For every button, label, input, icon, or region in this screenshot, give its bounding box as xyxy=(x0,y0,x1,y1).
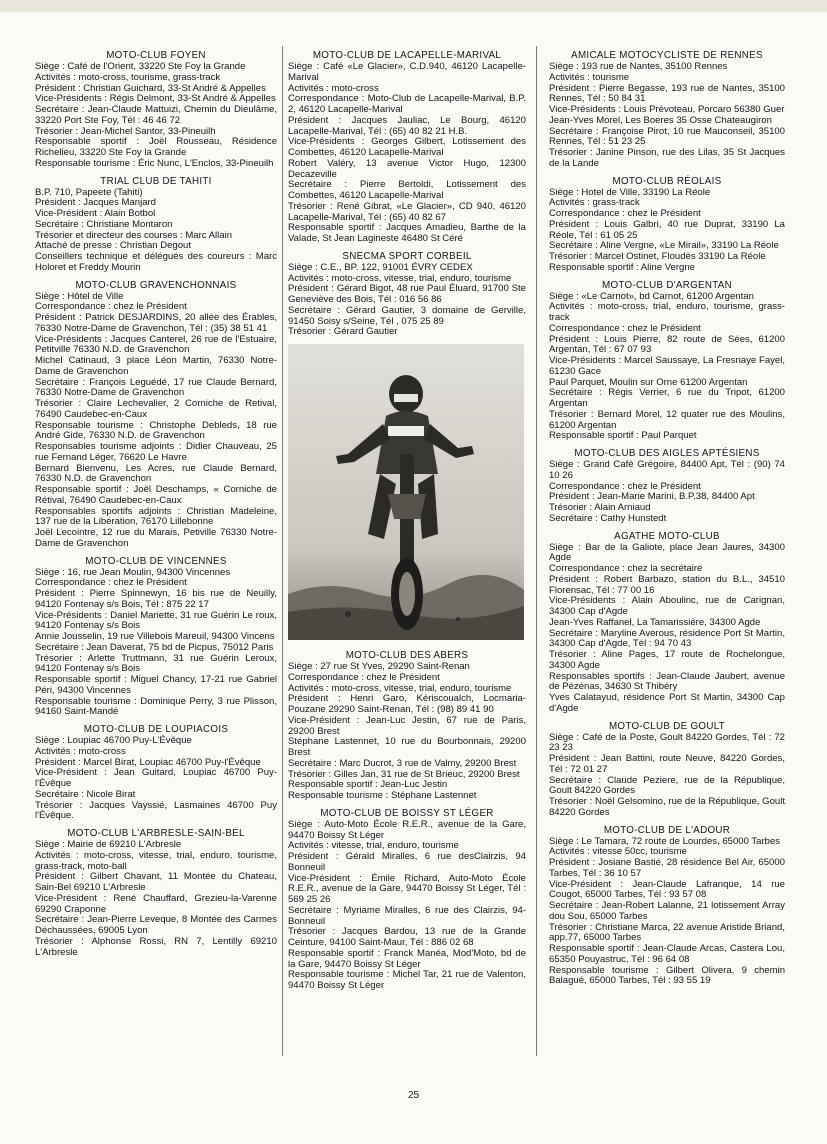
club-detail-line: Joël Lecointre, 12 rue du Marais, Petiville 76330 Notre-Dame de Gravenchon xyxy=(35,527,277,549)
club-detail-line: Secrétaire : Cathy Hunstedt xyxy=(549,512,667,524)
club-detail-line: Secrétaire : Françoise Pirot, 10 rue Mauconseil, 35100 Rennes, Tél : 51 23 25 xyxy=(549,125,785,148)
club-title: MOTO-CLUB DE BOISSY ST LÉGER xyxy=(320,807,494,819)
column-right xyxy=(549,50,785,993)
club-detail-line: Vice-Président : Jean Guitard, Loupiac 46700 Puy-l'Évêque xyxy=(35,767,277,789)
club-detail-line: Responsable tourisme : Éric Nunc, L'Enclos, 33-Pineuilh xyxy=(35,157,274,169)
page-top-edge xyxy=(0,0,827,12)
club-detail-line: Président : Pierre Begasse, 193 rue de Nantes, 35100 Rennes, Tél : 50 84 31 xyxy=(549,82,785,105)
club-detail-line: Responsable tourisme : Christophe Debleds, 18 rue André Gide, 76330 N.D. de Gravenchon xyxy=(35,419,277,442)
club-detail-line: Trésorier : Marcel Ostinet, Floudès 33190 La Réole xyxy=(549,251,766,262)
club-detail-line: Responsable sportif : Jean-Luc Jestin xyxy=(288,779,448,791)
club-detail-line: Activités : moto-cross, vitesse, trial, enduro, tourisme, grass-track, moto-ball xyxy=(35,849,277,872)
club-title: MOTO-CLUB FOYEN xyxy=(106,50,206,61)
club-detail-line: Siège : 27 rue St Yves, 29290 Saint-Renan xyxy=(288,661,470,672)
club-detail-line: Conseillers technique et délégués des coureurs : Marc Holoret et Freddy Mourin xyxy=(35,251,277,273)
club-detail-line: Vice-Président : René Chauffard, Grezieu-la-Varenne 69290 Craponne xyxy=(35,892,277,915)
club-detail-line: Président : Patrick DESJARDINS, 20 allée des Érables, 76330 Notre-Dame de Gravenchon, Tél : (35) 38 51 41 xyxy=(35,312,277,334)
club-detail-line: Responsable sportif : Jacques Amadieu, Barthe de la Valade, St Jean Lagineste 46480 St Céré xyxy=(288,222,526,244)
club-detail-line: Président : Jacques Manjard xyxy=(35,197,156,209)
club-detail-line: Robert Valéry, 13 avenue Victor Hugo, 12300 Decazeville xyxy=(288,157,526,180)
club-detail-line: Vice-Président : Jean-Luc Jestin, 67 rue de Paris, 29200 Brest xyxy=(288,714,526,737)
club-entry-moto-club-de-vincennes xyxy=(35,556,277,719)
club-detail-line: Siège : 193 rue de Nantes, 35100 Rennes xyxy=(549,61,728,72)
club-detail-line: Président : Louis Pierre, 82 route de Sées, 61200 Argentan, Tél : 67 07 93 xyxy=(549,333,785,356)
club-detail-line: Correspondance : chez le Président xyxy=(35,577,187,589)
club-detail-line: Président : Gilbert Chavant, 11 Montée du Chateau, Sain-Bel 69210 L'Arbresle xyxy=(35,871,277,893)
club-detail-line: Responsables sportifs : Jean-Claude Jaubert, avenue de Pézénas, 34630 St Thibéry xyxy=(549,670,785,693)
club-detail-line: Correspondance : chez le Président xyxy=(288,671,440,683)
club-detail-line: Secrétaire : Christiane Montaron xyxy=(35,218,173,230)
club-entry-moto-club-gravenchonnais xyxy=(35,280,277,550)
club-detail-line: Trésorier : Alphonse Rossi, RN 7, Lentilly 69210 L'Arbresle xyxy=(35,935,277,958)
club-detail-line: Président : Louis Galbri, 40 rue Duprat, 33190 La Réole, Tél : 61 05 25 xyxy=(549,218,785,241)
club-entry-agathe-moto-club xyxy=(549,531,785,715)
club-detail-line: Président : Jacques Jauliac, Le Bourg, 46120 Lacapelle-Marival, Tél : (65) 40 82 21 H.B. xyxy=(288,114,526,137)
club-entry-moto-club-d-argentan xyxy=(549,280,785,443)
club-entry-snecma-sport-corbeil xyxy=(288,251,526,338)
club-detail-line: Responsable sportif : Miguel Chancy, 17-21 rue Gabriel Péri, 94300 Vincennes xyxy=(35,674,277,696)
club-detail-line: Responsables tourisme adjoints : Didier Chauveau, 25 rue Fernand Léger, 76620 Le Havre xyxy=(35,441,277,463)
club-detail-line: Secrétaire : Jean-Claude Mattuizi, Chemin du Dieulâme, 33220 Port Ste Foy, Tél : 46 46 72 xyxy=(35,104,277,126)
club-detail-line: Secrétaire : Jean-Pierre Leveque, 8 Montée des Carmes Déchaussées, 69005 Lyon xyxy=(35,914,277,936)
club-detail-line: Trésorier : Gilles Jan, 31 rue de St Brieuc, 29200 Brest xyxy=(288,768,520,780)
club-detail-line: Vice-Présidents : Marcel Saussaye, La Fresnaye Fayel, 61230 Gace xyxy=(549,355,785,377)
column-left xyxy=(35,50,277,964)
club-detail-line: Activités : moto-cross xyxy=(35,745,126,757)
motocross-photo xyxy=(288,344,524,640)
club-detail-line: Secrétaire : François Leguédé, 17 rue Claude Bernard, 76330 Notre-Dame de Gravenchon xyxy=(35,376,277,399)
club-detail-line: Président : Gérald Miralles, 6 rue desClairzis, 94 Bonneuil xyxy=(288,851,526,873)
club-detail-line: Secrétaire : Aline Vergne, «Le Mirail», 33190 La Réole xyxy=(549,240,779,252)
club-detail-line: Responsables sportifs adjoints : Christian Madeleine, 137 rue de la Libération, 76170 Lillebonne xyxy=(35,505,277,528)
club-detail-line: Correspondance : chez le Président xyxy=(549,322,701,334)
club-detail-line: Vice-Présidents : Georges Gilbert, Lotissement des Combettes, 46120 Lacapelle-Marival xyxy=(288,136,526,158)
club-detail-line: Secrétaire : Gérard Gautier, 3 domaine de Gerville, 91450 Soisy s/Seine, Tél , 075 25 89 xyxy=(288,304,526,327)
club-detail-line: Trésorier : Arlette Truttmann, 31 rue Guérin Leroux, 94120 Fontenay s/s Bois xyxy=(35,652,277,675)
club-entry-moto-club-de-lacapelle-marival xyxy=(288,50,526,245)
club-detail-line: Président : Henri Garo, Kériscoualch, Locmaria-Pouzane 29290 Saint-Renan, Tél : (98) 89 41 90 xyxy=(288,693,526,715)
club-title: MOTO-CLUB GRAVENCHONNAIS xyxy=(75,279,237,291)
club-detail-line: Secrétaire : Myriame Miralles, 6 rue des Clairzis, 94-Bonneuil xyxy=(288,904,526,927)
club-detail-line: Correspondance : Moto-Club de Lacapelle-Marival, B.P. 2, 46120 Lacapelle-Marival xyxy=(288,93,526,115)
club-title: AMICALE MOTOCYCLISTE DE RENNES xyxy=(571,50,763,61)
club-title: MOTO-CLUB D'ARGENTAN xyxy=(602,279,732,291)
club-detail-line: Responsable sportif : Joël Rousseau, Résidence Richelieu, 33220 Ste Foy la Grande xyxy=(35,136,277,158)
club-title: MOTO-CLUB DE L'ADOUR xyxy=(603,824,731,836)
club-detail-line: Siège : Hôtel de Ville xyxy=(35,290,124,302)
club-entry-moto-club-de-boissy-st-leger xyxy=(288,808,526,992)
column-divider xyxy=(536,46,537,1056)
club-detail-line: Siège : Café de la Poste, Goult 84220 Gordes, Tél : 72 23 23 xyxy=(549,731,785,754)
club-detail-line: Trésorier : René Gibrat, «Le Glacier», CD 940, 46120 Lacapelle-Marival, Tél : (65) 40 82 67 xyxy=(288,200,526,223)
club-entry-moto-club-reolais xyxy=(549,176,785,274)
club-detail-line: Jean-Yves Raffanel, La Tamarissière, 34300 Agde xyxy=(549,616,761,628)
club-title: MOTO-CLUB L'ARBRESLE-SAIN-BEL xyxy=(67,828,245,839)
club-detail-line: Trésorier : Christiane Marca, 22 avenue Aristide Briand, app.77, 65000 Tarbes xyxy=(549,921,785,944)
club-detail-line: Responsable sportif : Aline Vergne xyxy=(549,261,695,273)
club-title: MOTO-CLUB DES AIGLES APTÉSIENS xyxy=(574,448,760,459)
club-detail-line: Siège : Bar de la Galiote, place Jean Jaures, 34300 Agde xyxy=(549,541,785,564)
club-entry-amicale-motocycliste-de-rennes xyxy=(549,50,785,170)
club-detail-line: Activités : vitesse, trial, enduro, tourisme xyxy=(288,840,459,852)
club-title: SNECMA SPORT CORBEIL xyxy=(342,250,472,262)
club-title: MOTO-CLUB DE GOULT xyxy=(608,720,726,732)
club-detail-line: Michel Catinaud, 3 place Léon Martin, 76330 Notre-Dame de Gravenchon xyxy=(35,355,277,377)
club-entry-moto-club-de-goult xyxy=(549,721,785,819)
club-detail-line: Responsable tourisme : Dominique Perry, 3 rue Plisson, 94160 Saint-Mandé xyxy=(35,695,277,718)
club-detail-line: Siège : Loupiac 46700 Puy-L'Évêque xyxy=(35,735,192,746)
club-title: MOTO-CLUB DE VINCENNES xyxy=(85,555,227,567)
club-detail-line: Activités : moto-cross, tourisme, grass-track xyxy=(35,71,221,83)
club-detail-line: Siège : 16, rue Jean Moulin, 94300 Vincennes xyxy=(35,566,231,578)
club-detail-line: Bernard Bienvenu, Les Acres, rue Claude Bernard, 76330 N.D. de Gravenchon xyxy=(35,462,277,485)
club-title: AGATHE MOTO-CLUB xyxy=(614,530,720,542)
club-entry-trial-club-de-tahiti xyxy=(35,176,277,274)
club-detail-line: Siège : Grand Café Grégoire, 84400 Apt, Tél : (90) 74 10 26 xyxy=(549,459,785,481)
club-detail-line: Trésorier : Jacques Bardou, 13 rue de la Grande Ceinture, 94100 Saint-Maur, Tél : 886 02 68 xyxy=(288,926,526,948)
club-detail-line: Correspondance : chez le Président xyxy=(549,208,701,219)
club-entry-moto-club-l-arbresle-sain-bel xyxy=(35,828,277,958)
club-detail-line: Président : Christian Guichard, 33-St André & Appelles xyxy=(35,82,266,94)
club-detail-line: Responsable sportif : Paul Parquet xyxy=(549,430,697,442)
club-entry-moto-club-des-aigles-aptesiens xyxy=(549,448,785,525)
club-title: TRIAL CLUB DE TAHITI xyxy=(100,175,212,187)
club-detail-line: Correspondance : chez la secrétaire xyxy=(549,563,703,574)
club-detail-line: Siège : Café de l'Orient, 33220 Ste Foy la Grande xyxy=(35,61,246,72)
club-detail-line: Trésorier : Aline Pages, 17 route de Rochelongue, 34300 Agde xyxy=(549,649,785,671)
club-entry-moto-club-des-abers xyxy=(288,650,526,802)
club-detail-line: Responsable tourisme : Michel Tar, 21 rue de Valenton, 94470 Boissy St Léger xyxy=(288,969,526,991)
club-detail-line: Président : Gérard Bigot, 48 rue Paul Éluard, 91700 Ste Geneviève des Bois, Tél : 016 56 86 xyxy=(288,283,526,305)
club-detail-line: Vice-Présidents : Régis Delmont, 33-St André & Appelles xyxy=(35,93,276,105)
club-detail-line: Secrétaire : Nicole Birat xyxy=(35,788,136,800)
column-divider xyxy=(282,46,283,1056)
club-detail-line: Vice-Président : Jean-Claude Lafranque, 14 rue Cougot, 65000 Tarbes, Tél : 93 57 08 xyxy=(549,878,785,901)
club-detail-line: Siège : Hotel de Ville, 33190 La Réole xyxy=(549,186,711,198)
club-detail-line: Secrétaire : Jean Daverat, 75 bd de Picpus, 75012 Paris xyxy=(35,641,274,653)
club-detail-line: Secrétaire : Jean-Robert Lalanne, 21 lotissement Array dou Sou, 65000 Tarbes xyxy=(549,900,785,922)
club-detail-line: Activités : moto-cross, vitesse, trial, enduro, tourisme xyxy=(288,682,512,694)
club-detail-line: Secrétaire : Maryline Averous, résidence Port St Martin, 34300 Cap d'Agde, Tél : 94 70 43 xyxy=(549,627,785,650)
club-detail-line: Activités : tourisme xyxy=(549,71,630,83)
club-detail-line: Président : Robert Barbazo, station du B.L., 34510 Florensac, Tél : 77 00 16 xyxy=(549,573,785,596)
club-detail-line: Siège : Café «Le Glacier», C.D.940, 46120 Lacapelle-Marival xyxy=(288,61,526,83)
club-detail-line: Trésorier : Noël Gelsomino, rue de la République, Goult 84220 Gordes xyxy=(549,796,785,818)
club-detail-line: Secrétaire : Marc Ducrot, 3 rue de Valmy, 29200 Brest xyxy=(288,757,517,769)
club-detail-line: Vice-Présidents : Louis Prévoteau, Porcaro 56380 Guer xyxy=(549,104,785,115)
club-detail-line: Jean-Yves Morel, Les Boeres 35 Osse Chateaugiron xyxy=(549,114,772,126)
club-detail-line: Trésorier : Claire Lechevalier, 2 Corniche de Retival, 76490 Caudebec-en-Caux xyxy=(35,398,277,420)
club-detail-line: Siège : Auto-Moto École R.E.R., avenue de la Gare, 94470 Boissy St Léger xyxy=(288,818,526,841)
club-detail-line: Secrétaire : Régis Verrier, 6 rue du Tripot, 61200 Argentan xyxy=(549,387,785,409)
club-detail-line: Trésorier et directeur des courses : Marc Allain xyxy=(35,229,233,241)
club-detail-line: Responsable tourisme : Gilbert Olivera, 9 chemin Balagué, 65000 Tarbes, Tél : 93 55 19 xyxy=(549,964,785,987)
club-detail-line: Siège : Le Tamara, 72 route de Lourdes, 65000 Tarbes xyxy=(549,835,781,847)
column-middle xyxy=(288,50,526,998)
club-detail-line: Correspondance : chez le Président xyxy=(35,301,187,313)
club-detail-line: Activités : moto-cross, vitesse, trial, enduro, tourisme xyxy=(288,272,512,284)
club-detail-line: Trésorier : Bernard Morel, 12 quater rue des Moulins, 61200 Argentan xyxy=(549,408,785,431)
club-detail-line: Trésorier : Jean-Michel Santor, 33-Pineuilh xyxy=(35,125,216,137)
club-detail-line: Vice-Présidents : Alain Aboulinc, rue de Carignan, 34300 Cap d'Agde xyxy=(549,595,785,617)
club-detail-line: Président : Jean Battini, route Neuve, 84220 Gordes, Tél : 72 01 27 xyxy=(549,753,785,775)
club-title: MOTO-CLUB DES ABERS xyxy=(345,650,469,661)
club-detail-line: Président : Jean-Marie Marini, B.P.38, 84400 Apt xyxy=(549,491,755,503)
club-detail-line: Stéphane Lastennet, 10 rue du Bourbonnais, 29200 Brest xyxy=(288,736,526,758)
club-entry-moto-club-de-loupiacois xyxy=(35,724,277,822)
club-detail-line: Activités : grass-track xyxy=(549,197,640,209)
club-detail-line: Responsable sportif : Jean-Claude Arcas, Castera Lou, 65350 Pouyastruc, Tél : 96 64 08 xyxy=(549,943,785,965)
club-entry-moto-club-foyen xyxy=(35,50,277,170)
club-detail-line: Vice-Président : Alain Botbol xyxy=(35,208,156,219)
club-detail-line: Attaché de presse : Christian Degout xyxy=(35,240,192,252)
club-title: MOTO-CLUB RÉOLAIS xyxy=(612,175,722,187)
club-detail-line: Correspondance : chez le Président xyxy=(549,480,701,492)
club-detail-line: Activités : vitesse 50cc, tourisme xyxy=(549,846,687,858)
club-detail-line: Président : Pierre Spinnewyn, 16 bis rue de Neuilly, 94120 Fontenay s/s Bois, Tél : 875 22 17 xyxy=(35,588,277,610)
club-detail-line: B.P. 710, Papeete (Tahiti) xyxy=(35,186,143,198)
club-detail-line: Vice-Présidents : Jacques Canterel, 26 rue de l'Estuaire, Petitville 76330 N.D. de Gravenchon xyxy=(35,333,277,356)
club-detail-line: Secrétaire : Pierre Bertoldi, Lotissement des Combettes, 46120 Lacapelle-Marival xyxy=(288,179,526,201)
club-detail-line: Vice-Présidents : Daniel Mariette, 31 rue Guérin Le roux, 94120 Fontenay s/s Bois xyxy=(35,609,277,632)
club-detail-line: Trésorier : Alain Arniaud xyxy=(549,502,651,513)
club-detail-line: Activités : moto-cross, trial, enduro, tourisme, grass-track xyxy=(549,301,785,323)
club-title: MOTO-CLUB DE LACAPELLE-MARIVAL xyxy=(312,50,502,61)
club-detail-line: Annie Jousselin, 19 rue Villebois Mareuil, 94300 Vincens xyxy=(35,631,275,642)
club-detail-line: Responsable sportif : Franck Manéa, Mod'Moto, bd de la Gare, 94470 Boissy St Léger xyxy=(288,947,526,970)
club-detail-line: Trésorier : Jacques Vayssié, Lasmaines 46700 Puy l'Évêque. xyxy=(35,799,277,822)
club-detail-line: Responsable sportif : Joël Deschamps, « Corniche de Rétival, 76490 Caudebec-en-Caux xyxy=(35,484,277,506)
page-number: 25 xyxy=(407,1090,420,1101)
club-detail-line: Siège : Mairie de 69210 L'Arbresle xyxy=(35,839,182,850)
club-entry-moto-club-de-l-adour xyxy=(549,825,785,988)
club-detail-line: Activités : moto-cross xyxy=(288,82,379,94)
club-detail-line: Secrétaire : Claude Peziere, rue de la République, Goult 84220 Gordes xyxy=(549,774,785,797)
club-detail-line: Paul Parquet, Moulin sur Orne 61200 Argentan xyxy=(549,376,748,388)
club-detail-line: Président : Josiane Bastié, 28 résidence Bel Air, 65000 Tarbes, Tél : 36 10 57 xyxy=(549,857,785,879)
club-detail-line: Responsable tourisme : Stéphane Lastennet xyxy=(288,790,477,801)
club-detail-line: Siège : C.E., BP. 122, 91001 ÉVRY CEDEX xyxy=(288,261,473,273)
club-detail-line: Yves Calatayud, résidence Port St Martin, 34300 Cap d'Agde xyxy=(549,692,785,714)
club-detail-line: Trésorier : Janine Pinson, rue des Lilas, 35 St Jacques de la Lande xyxy=(549,147,785,169)
club-detail-line: Trésorier : Gérard Gautier xyxy=(288,326,398,338)
club-detail-line: Siège : «Le Carnot», bd Carnot, 61200 Argentan xyxy=(549,290,754,302)
club-detail-line: Vice-Président : Émile Richard, Auto-Moto École R.E.R., avenue de la Gare, 94470 Boissy St Léger, Tél : 569 25 26 xyxy=(288,872,526,905)
club-title: MOTO-CLUB DE LOUPIACOIS xyxy=(83,724,229,735)
club-detail-line: Président : Marcel Birat, Loupiac 46700 Puy-l'Évêque xyxy=(35,756,261,768)
